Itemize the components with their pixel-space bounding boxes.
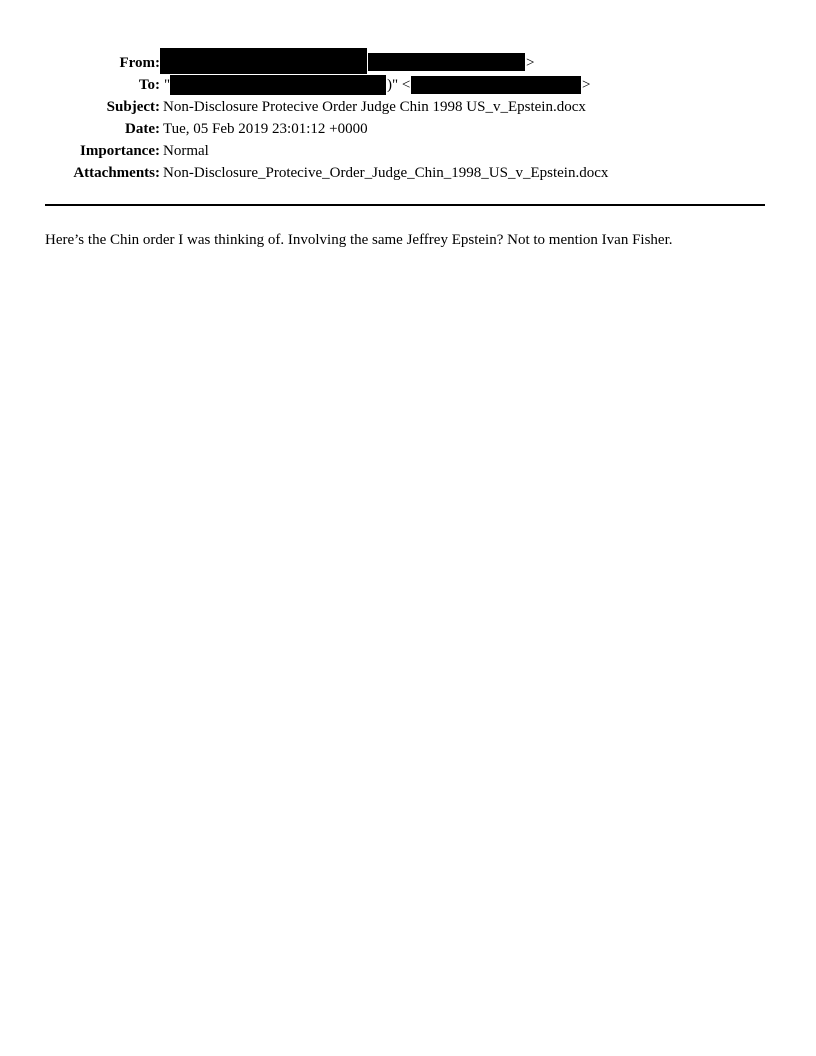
to-row (0, 74, 816, 96)
date-row (0, 118, 816, 140)
subject-value: Non-Disclosure Protecive Order Judge Chin 1998 US_v_Epstein.docx (163, 99, 586, 115)
subject-row (0, 96, 816, 118)
importance-label: Importance: (80, 143, 160, 159)
redaction-box (368, 53, 525, 71)
email-header (0, 52, 816, 184)
to-label: To: (138, 77, 160, 93)
date-value: Tue, 05 Feb 2019 23:01:12 +0000 (163, 121, 368, 137)
from-row (0, 52, 816, 74)
from-close-angle: > (526, 55, 535, 71)
to-close-paren-quote: )" < (387, 77, 411, 93)
header-divider (45, 204, 765, 206)
message-body: Here’s the Chin order I was thinking of. Involving the same Jeffrey Epstein? Not to mention Ivan Fisher. (45, 232, 673, 248)
redaction-box (160, 48, 367, 74)
redaction-box (170, 75, 386, 95)
from-label: From: (119, 55, 160, 71)
to-open-quote: " (164, 77, 171, 93)
attachment-filename: Non-Disclosure_Protecive_Order_Judge_Chin_1998_US_v_Epstein.docx (163, 165, 609, 181)
to-close-angle: > (582, 77, 591, 93)
redaction-box (411, 76, 581, 94)
attachments-row (0, 162, 816, 184)
subject-label: Subject: (106, 99, 160, 115)
attachments-label: Attachments: (73, 165, 160, 181)
importance-value: Normal (163, 143, 209, 159)
date-label: Date: (125, 121, 160, 137)
importance-row (0, 140, 816, 162)
